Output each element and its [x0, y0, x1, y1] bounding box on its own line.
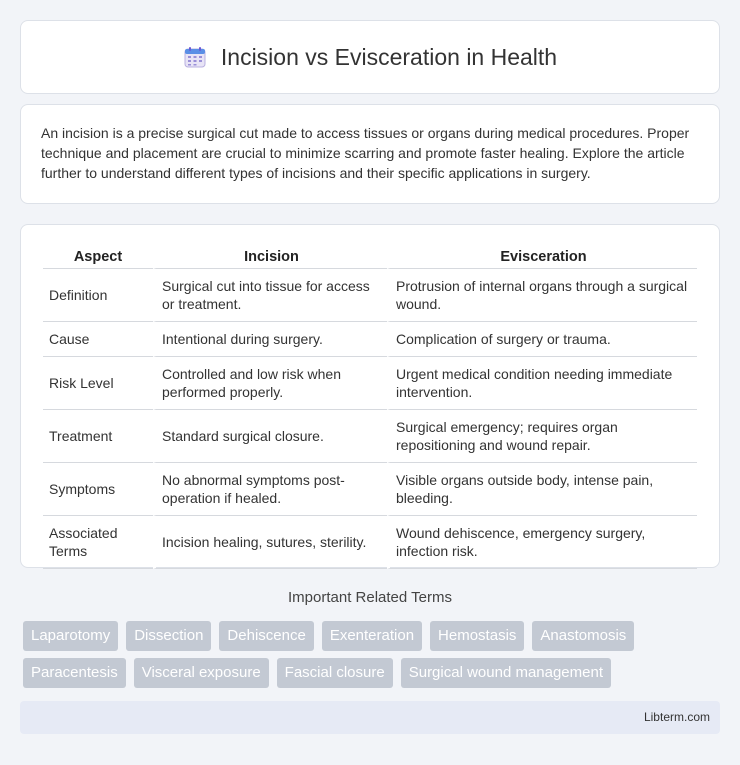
cell-incision: Standard surgical closure.	[153, 410, 387, 463]
intro-card	[20, 104, 720, 204]
table-row	[43, 322, 697, 357]
related-term-tag[interactable]: Hemostasis	[430, 621, 524, 651]
table-header-row	[43, 243, 697, 269]
table-row	[43, 269, 697, 322]
page-title: Incision vs Evisceration in Health	[220, 43, 558, 70]
table-row	[43, 410, 697, 463]
related-term-tag[interactable]: Dissection	[126, 621, 211, 651]
related-term-tag[interactable]: Laparotomy	[23, 621, 118, 651]
comparison-table	[43, 243, 697, 569]
cell-evisceration: Complication of surgery or trauma.	[387, 322, 697, 357]
footer	[20, 701, 720, 734]
related-term-tag[interactable]: Dehiscence	[219, 621, 313, 651]
cell-aspect: Cause	[43, 322, 153, 357]
related-term-tag[interactable]: Visceral exposure	[134, 658, 269, 688]
related-term-tag[interactable]: Anastomosis	[532, 621, 634, 651]
title-card	[20, 20, 720, 94]
related-term-tag[interactable]: Exenteration	[322, 621, 422, 651]
calendar-icon	[183, 45, 207, 69]
comparison-table-card	[20, 224, 720, 568]
cell-evisceration: Wound dehiscence, emergency surgery, infection risk.	[387, 516, 697, 569]
cell-evisceration: Visible organs outside body, intense pain, bleeding.	[387, 463, 697, 516]
cell-evisceration: Protrusion of internal organs through a surgical wound.	[387, 269, 697, 322]
header-evisceration: Evisceration	[387, 243, 697, 269]
header-incision: Incision	[153, 243, 387, 269]
cell-evisceration: Urgent medical condition needing immediate intervention.	[387, 357, 697, 410]
related-terms-title: Important Related Terms	[288, 589, 452, 606]
footer-brand-link[interactable]: Libterm.com	[643, 710, 710, 724]
table-row	[43, 357, 697, 410]
cell-aspect: Symptoms	[43, 463, 153, 516]
table-row	[43, 463, 697, 516]
header-aspect: Aspect	[43, 243, 153, 269]
related-term-tag[interactable]: Surgical wound management	[401, 658, 611, 688]
related-term-tag[interactable]: Paracentesis	[23, 658, 126, 688]
related-term-tag[interactable]: Fascial closure	[277, 658, 393, 688]
cell-incision: Surgical cut into tissue for access or treatment.	[153, 269, 387, 322]
cell-incision: Controlled and low risk when performed properly.	[153, 357, 387, 410]
intro-text: An incision is a precise surgical cut made to access tissues or organs during medical procedures. Proper technique and placement are crucial to minimize scarring and promote faster healing. Explore the article further to understand different types of incisions and their specific applications in surgery.	[41, 125, 690, 181]
table-row	[43, 516, 697, 569]
cell-aspect: Treatment	[43, 410, 153, 463]
cell-aspect: Risk Level	[43, 357, 153, 410]
cell-incision: No abnormal symptoms post-operation if healed.	[153, 463, 387, 516]
related-terms-list	[23, 621, 723, 688]
cell-incision: Intentional during surgery.	[153, 322, 387, 357]
cell-incision: Incision healing, sutures, sterility.	[153, 516, 387, 569]
cell-aspect: Associated Terms	[43, 516, 153, 569]
cell-aspect: Definition	[43, 269, 153, 322]
cell-evisceration: Surgical emergency; requires organ repositioning and wound repair.	[387, 410, 697, 463]
